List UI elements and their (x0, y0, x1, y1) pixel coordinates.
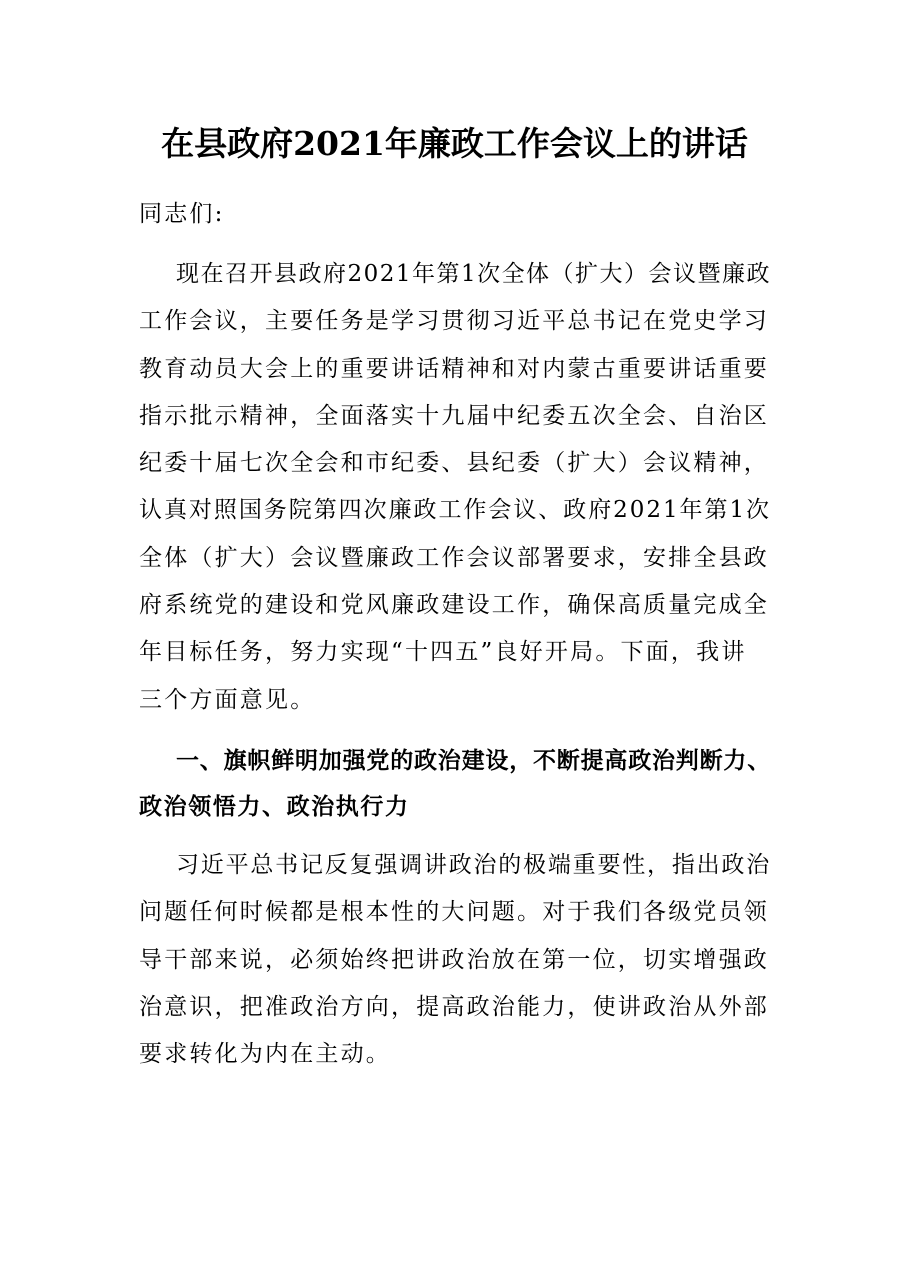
text-line: 工作会议，主要任务是学习贯彻习近平总书记在党史学习 (139, 308, 769, 335)
paragraph-section-1 (139, 842, 771, 1078)
salutation: 同志们: (139, 201, 225, 227)
document-body (139, 188, 771, 1078)
text-line: 认真对照国务院第四次廉政工作会议、政府2021年第1次 (139, 497, 771, 524)
text-line: 现在召开县政府2021年第1次全体（扩大）会议暨廉政 (176, 261, 771, 287)
text-line: 府系统党的建设和党风廉政建设工作，确保高质量完成全 (139, 592, 769, 619)
document-title: 在县政府2021年廉政工作会议上的讲话 (161, 124, 748, 163)
text-line: 问题任何时候都是根本性的大问题。对于我们各级党员领 (139, 899, 769, 926)
section-heading-1 (139, 738, 771, 830)
text-line: 习近平总书记反复强调讲政治的极端重要性，指出政治 (176, 851, 771, 878)
paragraph-intro (139, 251, 771, 724)
text-line: 指示批示精神，全面落实十九届中纪委五次全会、自治区 (139, 402, 769, 429)
text-line: 治意识，把准政治方向，提高政治能力，使讲政治从外部 (139, 993, 769, 1020)
heading-line: 政治领悟力、政治执行力 (139, 792, 410, 820)
text-line: 全体（扩大）会议暨廉政工作会议部署要求，安排全县政 (139, 544, 769, 571)
text-line: 导干部来说，必须始终把讲政治放在第一位，切实增强政 (139, 946, 769, 973)
text-line: 要求转化为内在主动。 (139, 1041, 391, 1068)
text-line: 教育动员大会上的重要讲话精神和对内蒙古重要讲话重要 (139, 355, 769, 382)
heading-line: 一、旗帜鲜明加强党的政治建设，不断提高政治判断力、 (176, 746, 771, 774)
text-line: 三个方面意见。 (139, 686, 316, 713)
text-line: 纪委十届七次全会和市纪委、县纪委（扩大）会议精神， (139, 450, 769, 477)
text-line: 年目标任务，努力实现“十四五”良好开局。下面，我讲 (139, 639, 747, 666)
